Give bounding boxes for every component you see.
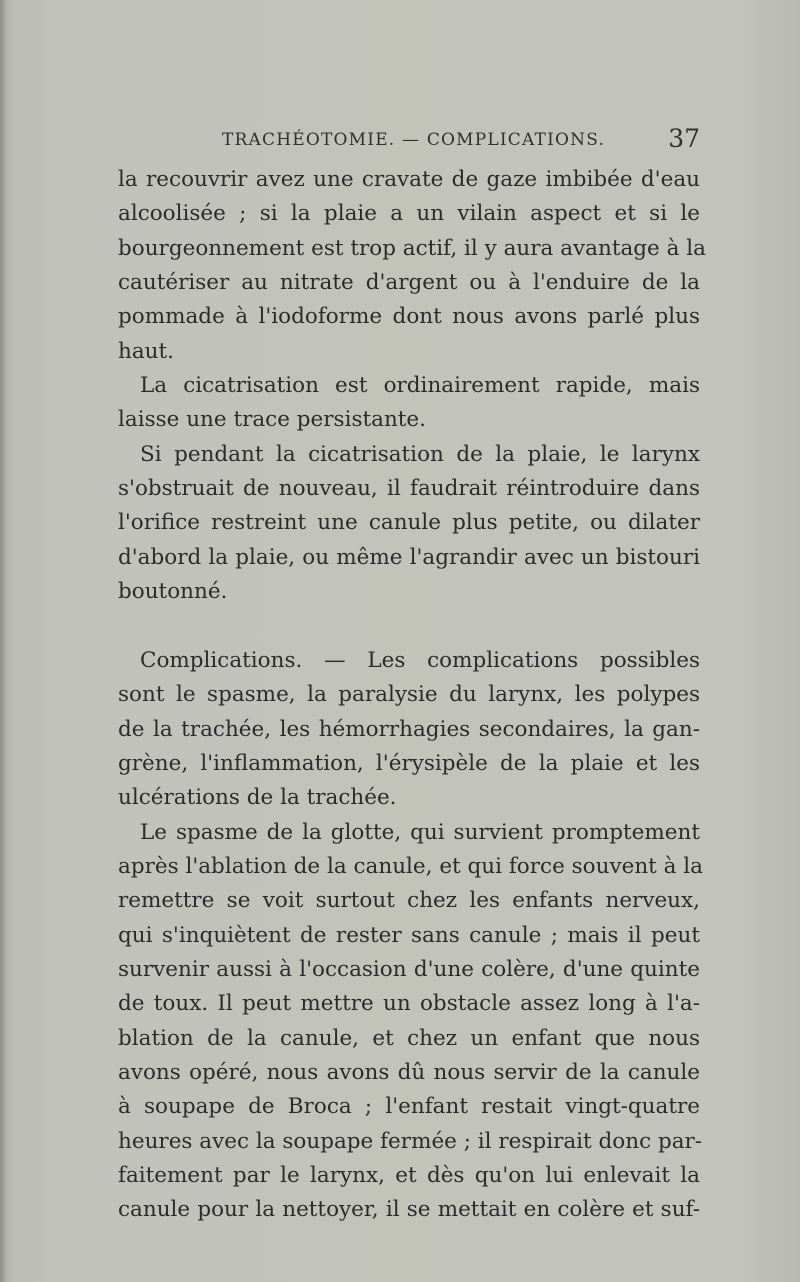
- text-line: remettre se voit surtout chez les enfants nerveux,: [118, 888, 700, 914]
- text-line: après l'ablation de la canule, et qui force souvent à la: [118, 853, 703, 879]
- text-line: de toux. Il peut mettre un obstacle assez long à l'a-: [118, 991, 700, 1017]
- text-line: ulcérations de la trachée.: [118, 785, 397, 811]
- text-line: La cicatrisation est ordinairement rapide, mais: [140, 373, 700, 399]
- section-heading-line: Complications. — Les complications possibles: [140, 647, 700, 673]
- running-head: [118, 124, 700, 160]
- text-line: alcoolisée ; si la plaie a un vilain aspect et si le: [118, 201, 700, 227]
- text-line: blation de la canule, et chez un enfant que nous: [118, 1025, 700, 1051]
- text-line: de la trachée, les hémorrhagies secondaires, la gan-: [118, 716, 700, 742]
- text-line: la recouvrir avez une cravate de gaze imbibée d'eau: [118, 167, 700, 192]
- paragraph-gap: [118, 609, 700, 643]
- text-line: avons opéré, nous avons dû nous servir de la canule: [118, 1059, 700, 1085]
- text-line: Si pendant la cicatrisation de la plaie, le larynx: [140, 441, 700, 467]
- text-line: s'obstruait de nouveau, il faudrait réintroduire dans: [118, 476, 700, 502]
- text-line: boutonné.: [118, 579, 228, 605]
- text-line: qui s'inquiètent de rester sans canule ; mais il peut: [118, 922, 700, 948]
- text-line: pommade à l'iodoforme dont nous avons parlé plus: [118, 304, 700, 330]
- text-line: haut.: [118, 338, 174, 364]
- body-text: [118, 163, 706, 1228]
- text-line: à soupape de Broca ; l'enfant restait vingt-quatre: [118, 1094, 700, 1120]
- text-line: heures avec la soupape fermée ; il respirait donc par-: [118, 1128, 703, 1154]
- text-line: survenir aussi à l'occasion d'une colère, d'une quinte: [118, 956, 700, 982]
- running-title: TRACHÉOTOMIE. — COMPLICATIONS.: [222, 130, 606, 150]
- binding-edge: [0, 0, 6, 1282]
- text-line: l'orifice restreint une canule plus petite, ou dilater: [118, 510, 700, 536]
- text-line: laisse une trace persistante.: [118, 407, 426, 433]
- text-line: sont le spasme, la paralysie du larynx, les polypes: [118, 682, 700, 708]
- text-line: canule pour la nettoyer, il se mettait en colère et suf-: [118, 1197, 700, 1223]
- text-line: cautériser au nitrate d'argent ou à l'enduire de la: [118, 270, 700, 296]
- page-number: 37: [668, 124, 700, 153]
- text-line: grène, l'inflammation, l'érysipèle de la plaie et les: [118, 750, 700, 776]
- text-line: faitement par le larynx, et dès qu'on lui enlevait la: [118, 1162, 700, 1188]
- text-line: d'abord la plaie, ou même l'agrandir avec un bistouri: [118, 544, 700, 570]
- text-line: Le spasme de la glotte, qui survient promptement: [140, 819, 700, 845]
- text-line: bourgeonnement est trop actif, il y aura avantage à la: [118, 235, 706, 261]
